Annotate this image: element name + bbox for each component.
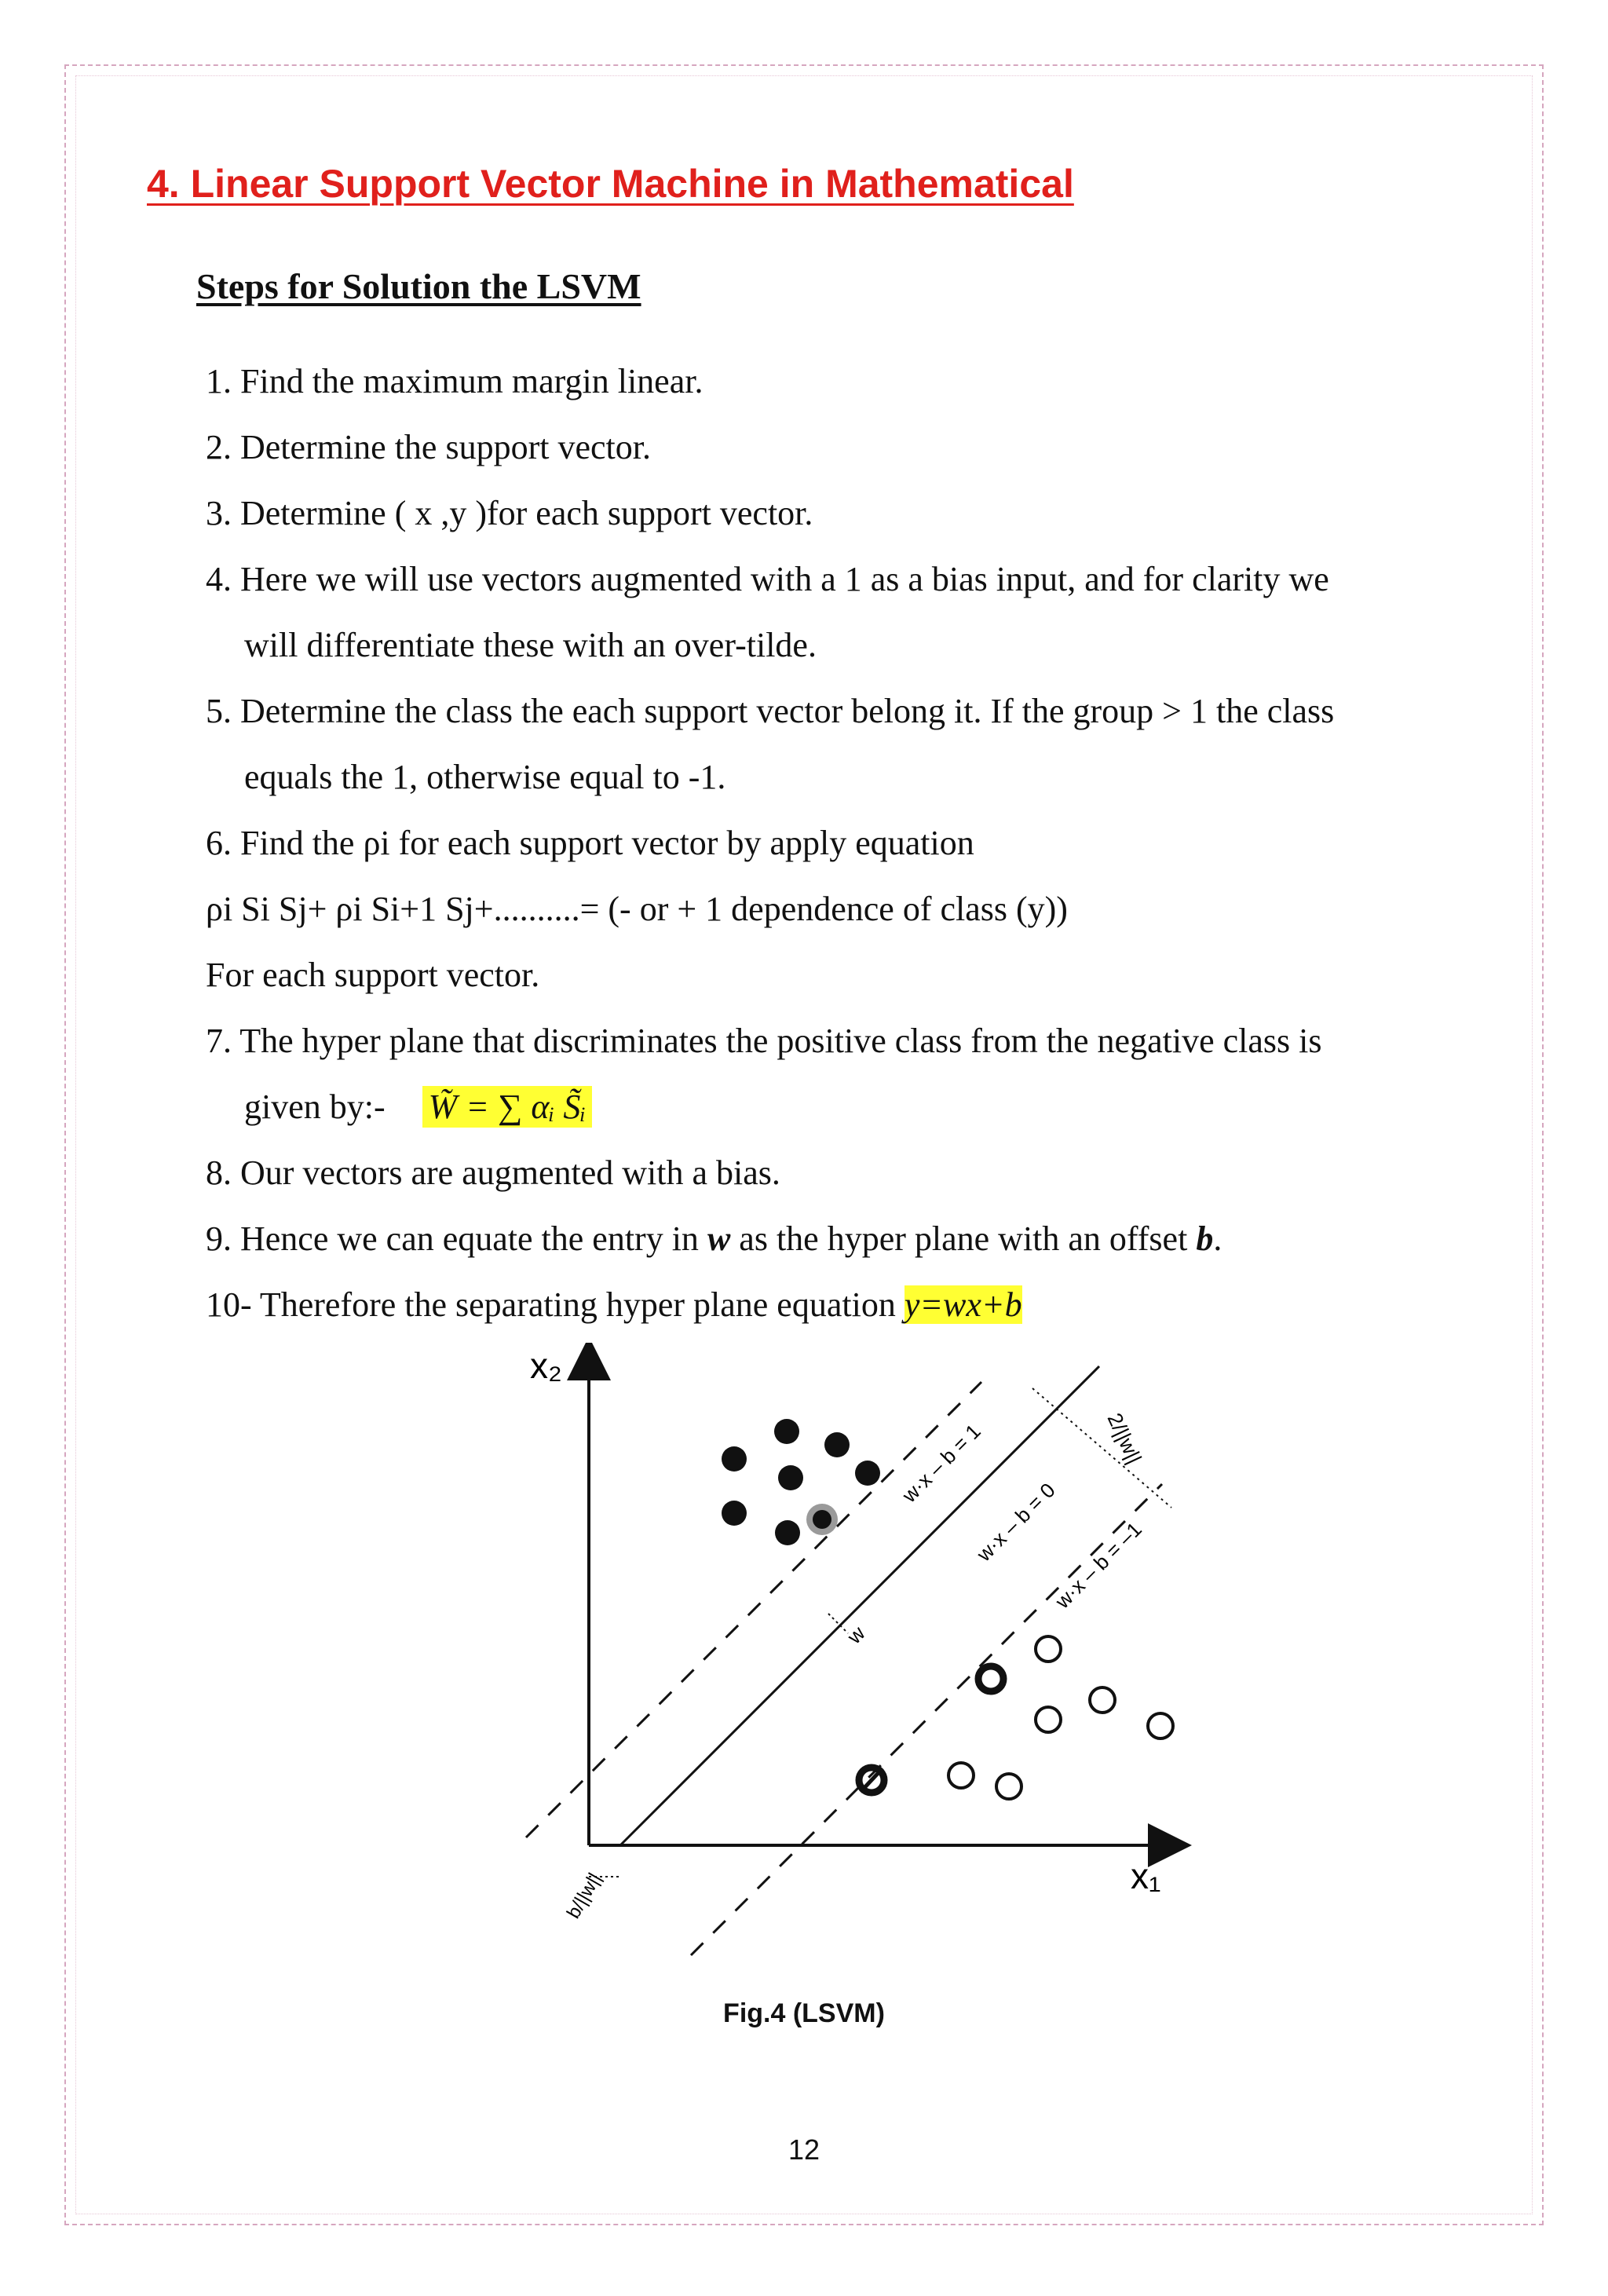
step-4-line-1: 4. Here we will use vectors augmented with a 1 as a bias input, and for clarity we <box>206 560 1329 598</box>
positive-point <box>774 1419 799 1444</box>
positive-point <box>824 1432 850 1457</box>
step-3: 3. Determine ( x ,y )for each support vector. <box>206 494 813 532</box>
step-6: 6. Find the ρi for each support vector by apply equation <box>206 824 974 862</box>
x-axis-label: x₁ <box>1131 1855 1161 1896</box>
section-heading: 4. Linear Support Vector Machine in Mathematical <box>147 162 1074 206</box>
step-5-line-1: 5. Determine the class the each support vector belong it. If the group > 1 the class <box>206 692 1335 730</box>
positive-class-points <box>722 1419 880 1545</box>
steps-subheading: Steps for Solution the LSVM <box>196 266 641 306</box>
lsvm-figure <box>510 1343 1217 1971</box>
negative-class-points <box>859 1636 1173 1799</box>
hyperplane-formula: W̃ = ∑ αᵢ S̃ᵢ <box>422 1086 593 1128</box>
mid-line-label: w·x – b = 0 <box>972 1478 1060 1567</box>
step-1: 1. Find the maximum margin linear. <box>206 362 704 400</box>
step-7-given-by: given by:- <box>244 1088 386 1126</box>
negative-point <box>996 1774 1021 1799</box>
step-9-text-1: 9. Hence we can equate the entry in <box>206 1219 707 1258</box>
positive-point <box>722 1501 747 1526</box>
step-6-equation: ρi Si Sj+ ρi Si+1 Sj+..........= (- or + 1 dependence of class (y)) <box>206 890 1068 928</box>
figure-caption: Fig.4 (LSVM) <box>723 1998 885 2028</box>
negative-point <box>1036 1636 1061 1662</box>
upper-line-label: w·x – b = 1 <box>897 1419 985 1508</box>
positive-point <box>775 1520 800 1545</box>
step-9 <box>206 1219 1222 1259</box>
step-8: 8. Our vectors are augmented with a bias. <box>206 1153 780 1192</box>
page-number: 12 <box>788 2133 820 2166</box>
lower-line-label: w·x – b = –1 <box>1051 1517 1146 1614</box>
y-axis-label: x₂ <box>530 1345 562 1386</box>
negative-point <box>1148 1713 1173 1738</box>
positive-point <box>722 1446 747 1472</box>
step-6-continued: For each support vector. <box>206 956 540 994</box>
step-9-text-3: . <box>1213 1219 1222 1258</box>
step-9-w-symbol: w <box>707 1219 731 1258</box>
negative-point <box>1036 1707 1061 1732</box>
normal-label: w <box>842 1621 870 1649</box>
step-2: 2. Determine the support vector. <box>206 428 651 466</box>
step-9-b-symbol: b <box>1196 1219 1214 1258</box>
negative-point <box>1090 1687 1115 1713</box>
step-5-line-2: equals the 1, otherwise equal to -1. <box>244 758 726 796</box>
step-7-line-2 <box>244 1087 592 1127</box>
negative-point <box>948 1763 974 1788</box>
positive-support-vector <box>813 1510 831 1529</box>
negative-support-vector <box>978 1666 1003 1691</box>
step-9-text-2: as the hyper plane with an offset <box>730 1219 1197 1258</box>
margin-label: 2/||w|| <box>1102 1409 1147 1468</box>
step-10 <box>206 1285 1022 1325</box>
positive-point <box>855 1461 880 1486</box>
upper-margin-line <box>526 1382 981 1837</box>
step-10-text: 10- Therefore the separating hyper plane equation <box>206 1285 904 1324</box>
offset-label: b/||w|| <box>562 1869 606 1922</box>
step-10-equation: y=wx+b <box>904 1285 1022 1324</box>
positive-point <box>778 1465 803 1490</box>
step-4-line-2: will differentiate these with an over-tilde. <box>244 626 817 664</box>
step-7-line-1: 7. The hyper plane that discriminates the positive class from the negative class is <box>206 1022 1322 1060</box>
